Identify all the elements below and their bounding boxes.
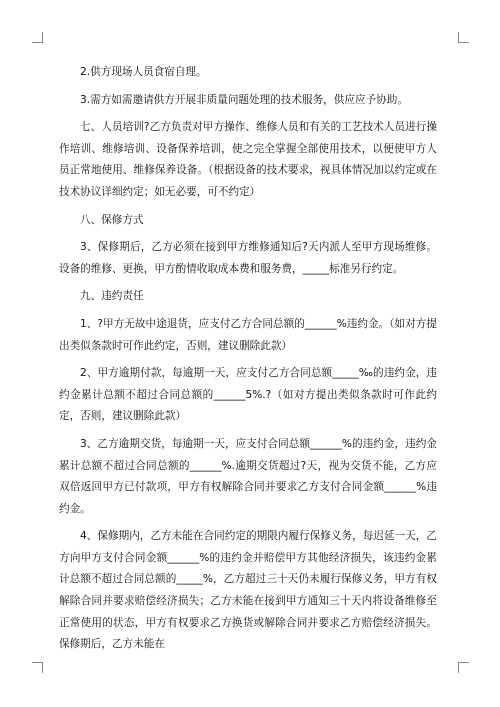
heading-liability: 九、违约责任 xyxy=(80,290,144,303)
crop-mark-bottom-right xyxy=(458,662,469,673)
crop-mark-bottom-left xyxy=(32,662,43,673)
paragraph-supplier-lodging: 2.供方现场人员食宿自理。 xyxy=(80,66,207,78)
paragraph-liability-2: 2、甲方逾期付款，每逾期一天，应支付乙方合同总额_____‰的违约金，违约金累计总额不超过合同总额的______5%.?（如对方提出类似条款时可作此约定，否则，建议删除此款） xyxy=(59,367,437,423)
document-page xyxy=(59,62,437,656)
crop-mark-top-left xyxy=(32,32,43,43)
crop-mark-top-right xyxy=(458,32,469,43)
paragraph-liability-3: 3、乙方逾期交货，每逾期一天，应支付合同总额______%的违约金，违约金累计总额不超过合同总额的______%.逾期交货超过?天，视为交货不能，乙方应双倍返回甲方已付款项，甲方有权解除合同并要求乙方支付合同金额______%违约金。 xyxy=(59,437,437,515)
paragraph-liability-1: 1、?甲方无故中途退货，应支付乙方合同总额的______%违约金。（如对方提出类似条款时可作此约定，否则，建议删除此款） xyxy=(59,317,437,352)
heading-warranty-method: 八、保修方式 xyxy=(80,213,144,226)
paragraph-liability-4: 4、保修期内，乙方未能在合同约定的期限内履行保修义务，每迟延一天，乙方向甲方支付合同金额______%的违约金并赔偿甲方其他经济损失，该违约金累计总额不超过合同总额的_____%，乙方超过三十天仍未履行保修义务，甲方有权解除合同并要求赔偿经济损失；乙方未能在接到甲方通知三十天内将设备维修至正常使用的状态，甲方有权要求乙方换货或解除合同并要求乙方赔偿经济损失。保修期后，乙方未能在 xyxy=(59,530,437,651)
paragraph-personnel-training: 七、人员培训?乙方负责对甲方操作、维修人员和有关的工艺技术人员进行操作培训、维修培训、设备保养培训，使之完全掌握全部使用技术，以便使甲方人员正常地使用、维修保养设备。（根据设备的技术要求，视具体情况加以约定或在技术协议详细约定；如无必要，可不约定） xyxy=(59,121,437,198)
paragraph-post-warranty-repair: 3、保修期后，乙方必须在接到甲方维修通知后?天内派人至甲方现场维修。设备的维修、更换，甲方酌情收取成本费和服务费，_____标准另行约定。 xyxy=(59,241,437,275)
paragraph-technical-service: 3.需方如需邀请供方开展非质量问题处理的技术服务，供应应予协助。 xyxy=(80,93,408,106)
